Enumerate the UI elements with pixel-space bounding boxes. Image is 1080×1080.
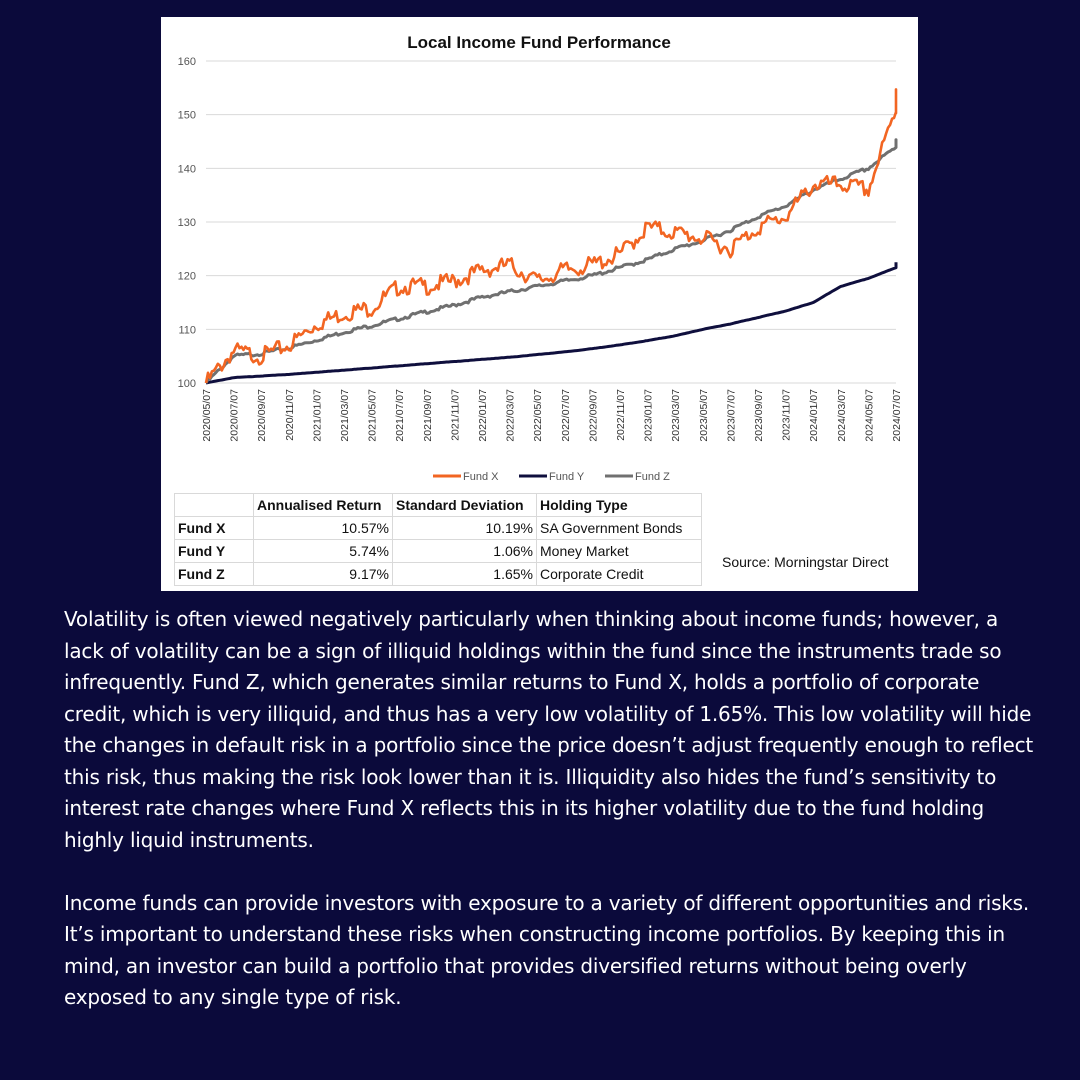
legend-label: Fund X: [463, 471, 499, 483]
table-cell-fund: Fund X: [175, 517, 254, 540]
table-cell-fund: Fund Z: [175, 563, 254, 586]
y-tick-label: 130: [177, 217, 196, 229]
x-tick-label: 2023/07/07: [725, 389, 738, 442]
table-header-cell: Holding Type: [537, 494, 702, 517]
table-cell-holding: Corporate Credit: [537, 563, 702, 586]
x-tick-label: 2024/05/07: [863, 389, 876, 442]
x-tick-label: 2024/07/07: [891, 389, 903, 442]
x-tick-label: 2020/05/07: [201, 389, 213, 442]
table-header-cell: Annualised Return: [254, 494, 393, 517]
x-tick-label: 2024/01/07: [808, 389, 821, 442]
chart-title: Local Income Fund Performance: [407, 33, 671, 52]
y-tick-label: 110: [178, 324, 196, 337]
table-cell-return: 9.17%: [254, 563, 393, 586]
table-cell-return: 5.74%: [254, 540, 393, 563]
y-tick-label: 120: [177, 270, 196, 283]
table-cell-stddev: 10.19%: [393, 517, 537, 540]
x-tick-label: 2021/05/07: [366, 389, 379, 442]
series-line-fund-z: [206, 140, 896, 383]
table-header-cell: Standard Deviation: [393, 494, 537, 517]
stats-table: [174, 493, 702, 586]
x-tick-label: 2024/03/07: [835, 389, 848, 442]
x-tick-label: 2022/03/07: [504, 389, 517, 442]
paragraph: Volatility is often viewed negatively particularly when thinking about income funds; however, a lack of volatility can be a sign of illiquid holdings within the fund since the instruments trade so infrequently. Fund Z, which generates similar returns to Fund X, holds a portfolio of corporate credit, which is very illiquid, and thus has a very low volatility of 1.65%. This low volatility will hide the changes in default risk in a portfolio since the price doesn’t adjust frequently enough to reflect this risk, thus making the risk look lower than it is. Illiquidity also hides the fund’s sensitivity to interest rate changes where Fund X reflects this in its higher volatility due to the fund holding highly liquid instruments.: [64, 607, 1034, 852]
x-tick-label: 2022/11/07: [615, 389, 627, 441]
x-tick-label: 2023/09/07: [753, 389, 765, 442]
x-tick-label: 2022/01/07: [477, 389, 489, 442]
legend-label: Fund Y: [549, 471, 585, 483]
x-tick-label: 2021/07/07: [394, 389, 407, 442]
chart-panel: [161, 17, 918, 591]
x-tick-label: 2023/01/07: [642, 389, 655, 442]
article-text: [64, 604, 1039, 1014]
x-tick-label: 2022/09/07: [587, 389, 600, 442]
y-tick-label: 160: [177, 56, 196, 68]
x-tick-label: 2020/11/07: [283, 389, 296, 441]
paragraph: Income funds can provide investors with exposure to a variety of different opportunities and risks. It’s important to understand these risks when constructing income portfolios. By keeping this in mind, an investor can build a portfolio that provides diversified returns without being overly exposed to any single type of risk.: [64, 890, 1030, 1009]
table-cell-stddev: 1.06%: [393, 540, 537, 563]
chart-svg: [161, 17, 918, 487]
table-cell-fund: Fund Y: [175, 540, 254, 563]
legend-label: Fund Z: [635, 471, 670, 483]
x-tick-label: 2022/07/07: [559, 389, 572, 442]
table-cell-holding: Money Market: [537, 540, 702, 563]
table-row: [175, 563, 702, 586]
table-header-row: [175, 494, 702, 517]
x-tick-label: 2020/09/07: [256, 389, 269, 442]
x-tick-label: 2021/09/07: [421, 389, 434, 442]
x-tick-label: 2021/11/07: [449, 389, 462, 441]
x-tick-label: 2023/05/07: [697, 389, 710, 442]
x-tick-label: 2023/03/07: [670, 389, 683, 442]
x-tick-label: 2020/07/07: [228, 389, 241, 442]
source-note: Source: Morningstar Direct: [722, 554, 889, 570]
y-tick-label: 150: [177, 109, 196, 122]
table-cell-stddev: 1.65%: [393, 563, 537, 586]
table-header-cell: [175, 494, 254, 517]
x-tick-label: 2022/05/07: [532, 389, 545, 442]
table-cell-holding: SA Government Bonds: [537, 517, 702, 540]
table-cell-return: 10.57%: [254, 517, 393, 540]
table-row: [175, 540, 702, 563]
y-tick-label: 140: [177, 163, 196, 176]
x-tick-label: 2021/03/07: [339, 389, 351, 442]
x-tick-label: 2023/11/07: [780, 389, 793, 441]
x-tick-label: 2021/01/07: [311, 389, 324, 442]
table-row: [175, 517, 702, 540]
y-tick-label: 100: [177, 378, 196, 390]
series-line-fund-x: [206, 89, 896, 383]
